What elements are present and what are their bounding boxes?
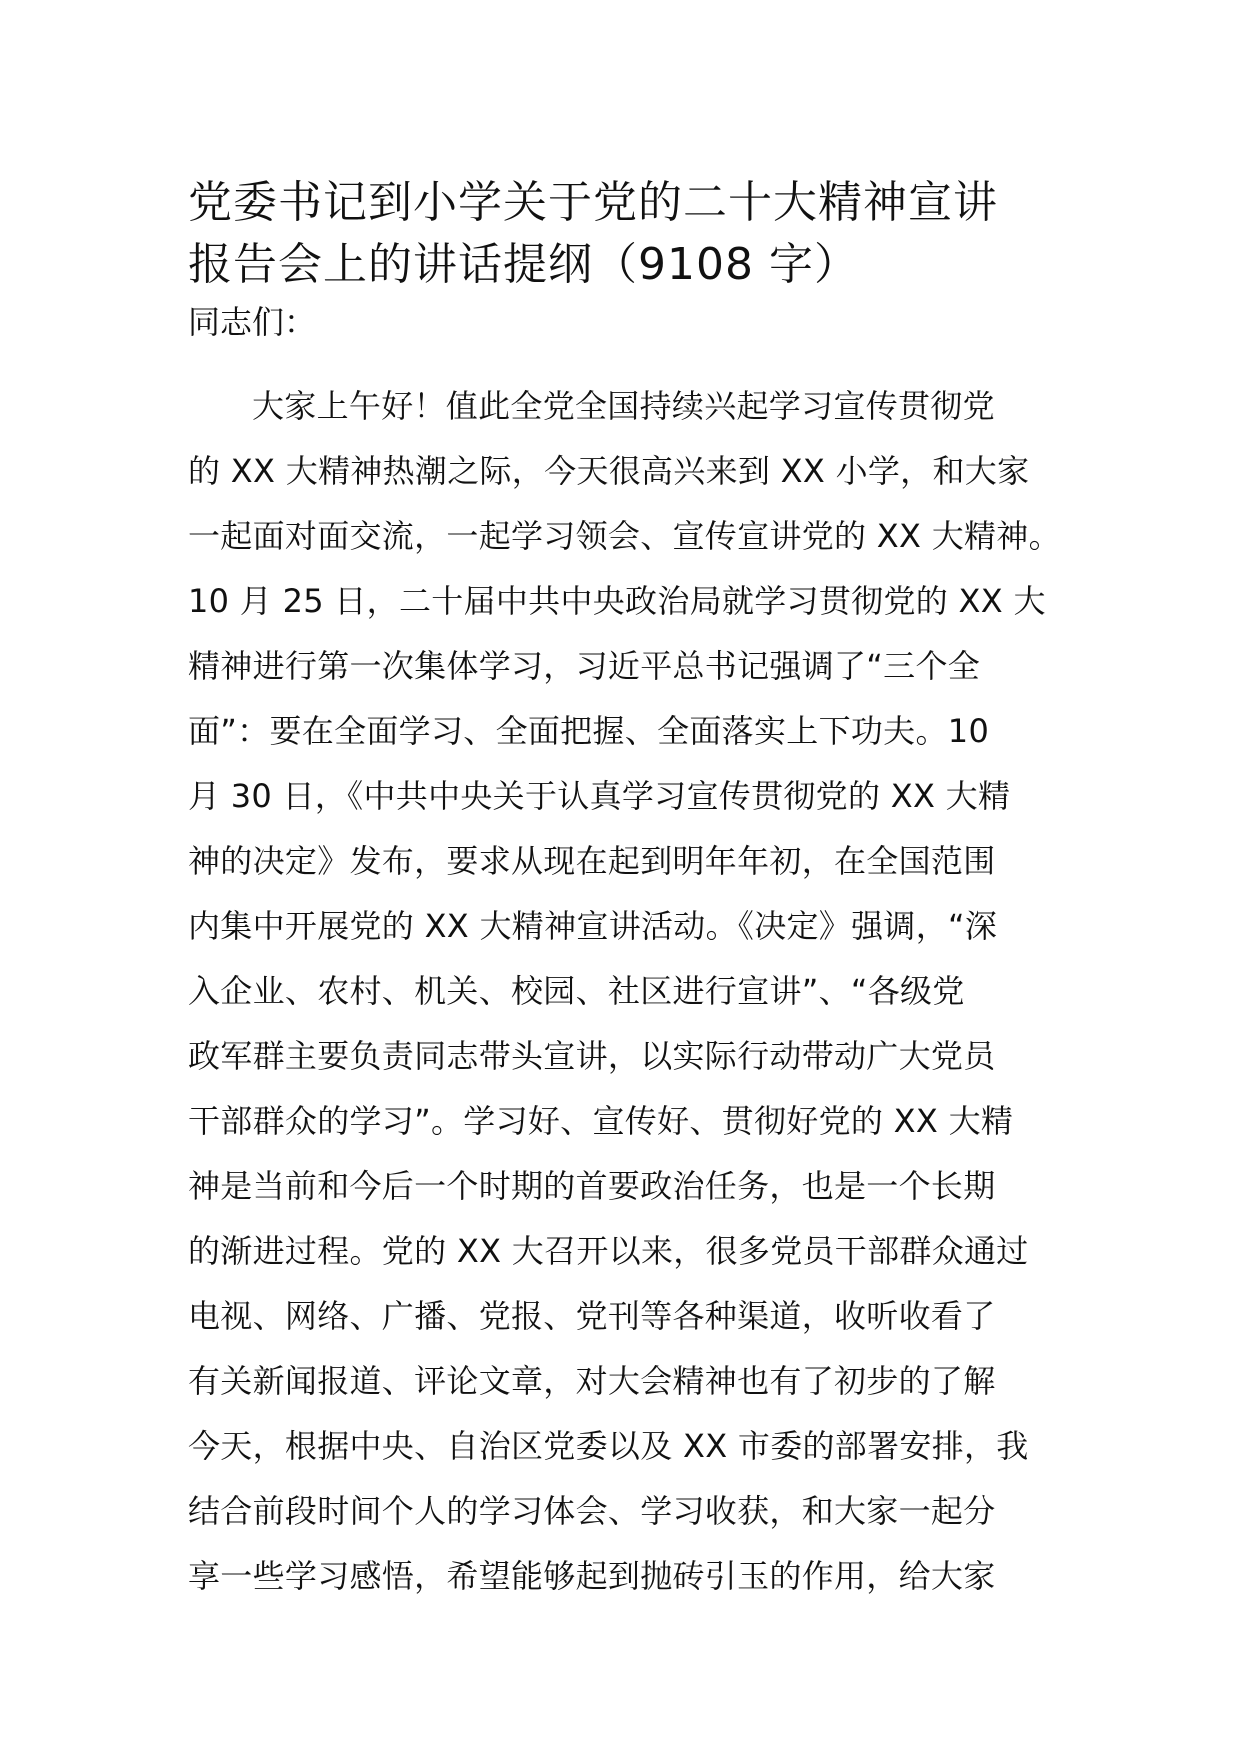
body-line: 享一些学习感悟，希望能够起到抛砖引玉的作用，给大家 bbox=[188, 1557, 996, 1595]
greeting: 同志们： bbox=[188, 303, 317, 341]
document-title bbox=[188, 172, 1068, 296]
body-paragraph bbox=[188, 374, 1068, 1609]
body-line: 大家上午好！值此全党全国持续兴起学习宣传贯彻党 bbox=[252, 387, 995, 425]
body-line: 的渐进过程。党的 XX 大召开以来，很多党员干部群众通过 bbox=[188, 1232, 1029, 1270]
body-line: 今天，根据中央、自治区党委以及 XX 市委的部署安排，我 bbox=[188, 1427, 1029, 1465]
body-line: 有关新闻报道、评论文章，对大会精神也有了初步的了解 bbox=[188, 1362, 996, 1400]
title-line: 报告会上的讲话提纲（9108 字） bbox=[188, 239, 859, 290]
body-line: 10 月 25 日，二十届中共中央政治局就学习贯彻党的 XX 大 bbox=[188, 582, 1046, 620]
body-line: 政军群主要负责同志带头宣讲，以实际行动带动广大党员 bbox=[188, 1037, 996, 1075]
body-line: 结合前段时间个人的学习体会、学习收获，和大家一起分 bbox=[188, 1492, 996, 1530]
body-line: 入企业、农村、机关、校园、社区进行宣讲”、“各级党 bbox=[188, 972, 965, 1010]
title-line: 党委书记到小学关于党的二十大精神宣讲 bbox=[188, 177, 998, 228]
body-line: 面”：要在全面学习、全面把握、全面落实上下功夫。10 bbox=[188, 712, 990, 750]
body-line: 一起面对面交流，一起学习领会、宣传宣讲党的 XX 大精神。 bbox=[188, 517, 1061, 555]
body-line: 的 XX 大精神热潮之际，今天很高兴来到 XX 小学，和大家 bbox=[188, 452, 1030, 490]
body-line: 干部群众的学习”。学习好、宣传好、贯彻好党的 XX 大精 bbox=[188, 1102, 1014, 1140]
body-line: 神的决定》发布，要求从现在起到明年年初，在全国范围 bbox=[188, 842, 996, 880]
body-line: 神是当前和今后一个时期的首要政治任务，也是一个长期 bbox=[188, 1167, 996, 1205]
body-line: 电视、网络、广播、党报、党刊等各种渠道，收听收看了 bbox=[188, 1297, 996, 1335]
body-line: 内集中开展党的 XX 大精神宣讲活动。《决定》强调，“深 bbox=[188, 907, 998, 945]
body-line: 月 30 日，《中共中央关于认真学习宣传贯彻党的 XX 大精 bbox=[188, 777, 1011, 815]
body-line: 精神进行第一次集体学习，习近平总书记强调了“三个全 bbox=[188, 647, 981, 685]
